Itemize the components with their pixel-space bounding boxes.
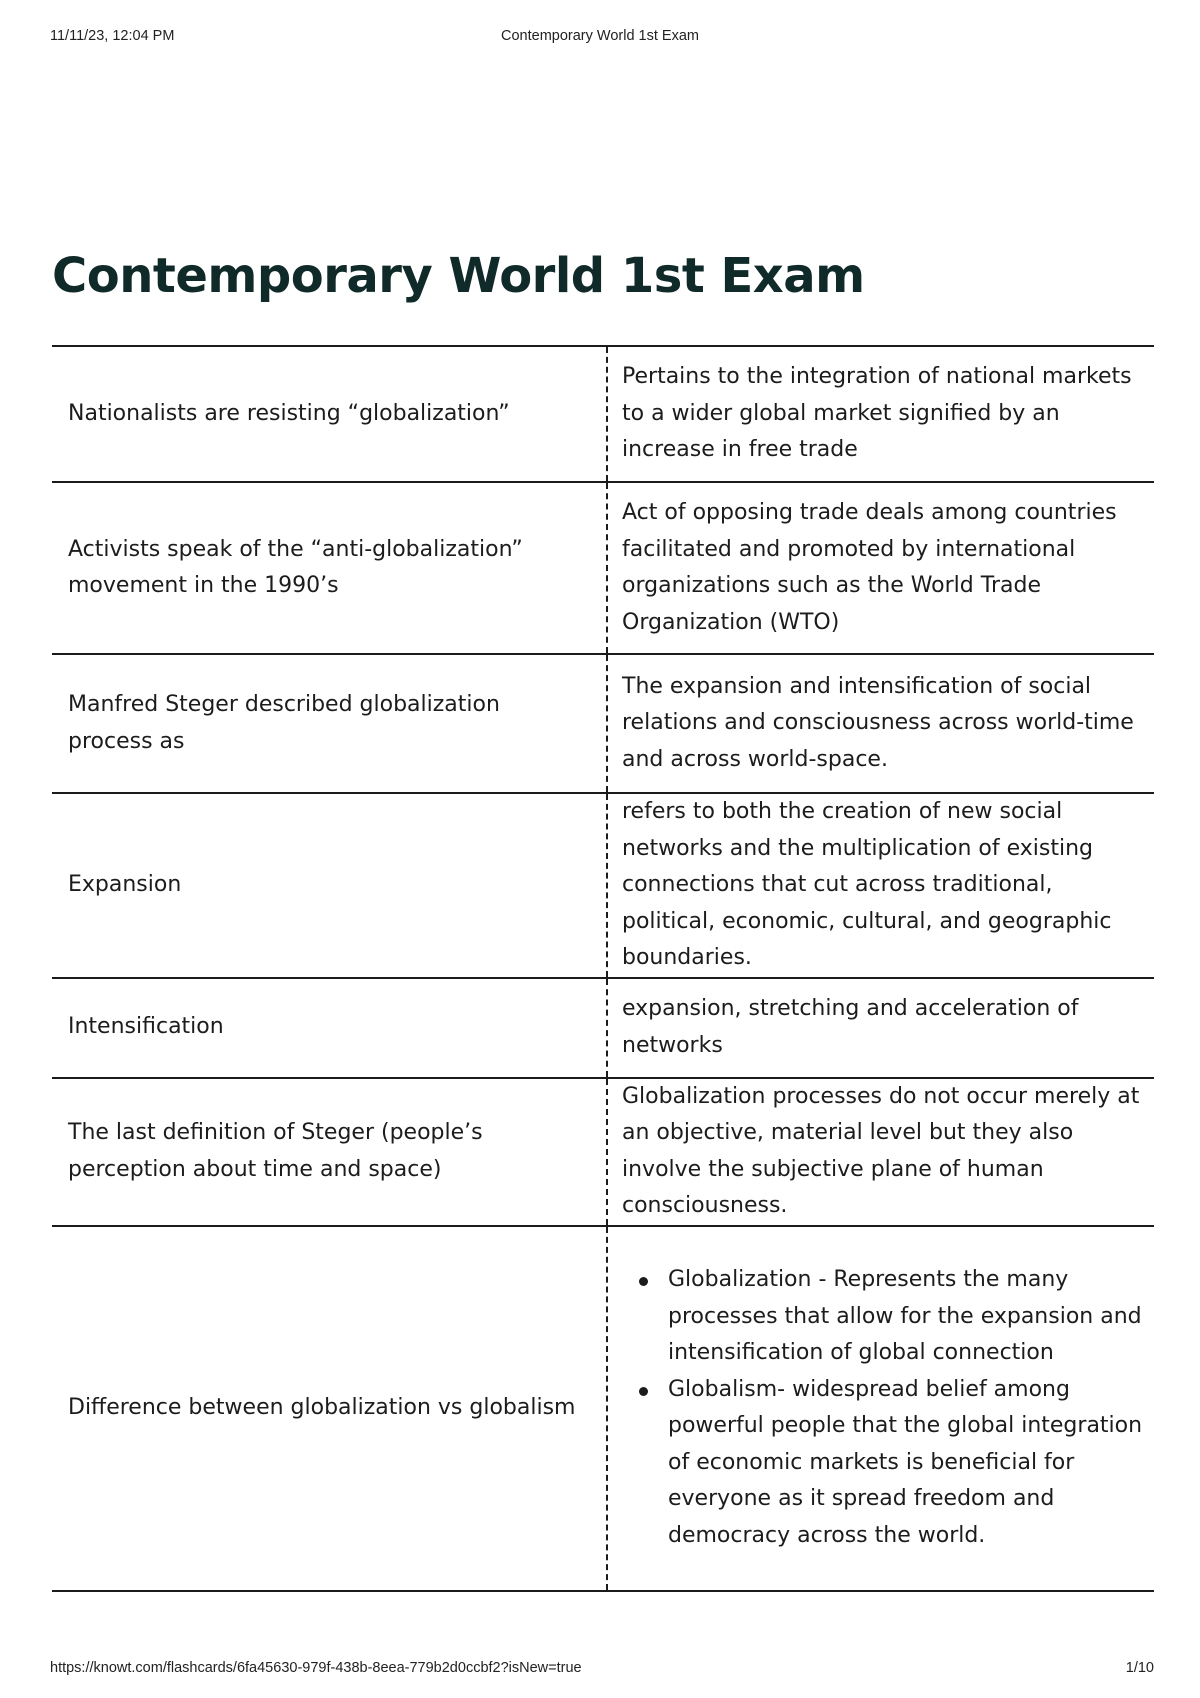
flashcard-term: The last definition of Steger (people’s perception about time and space) (52, 1078, 607, 1226)
flashcard-definition: Pertains to the integration of national markets to a wider global market signified by an increase in free trade (607, 346, 1154, 482)
flashcard-term: Difference between globalization vs globalism (52, 1226, 607, 1591)
bullet-dot-icon (639, 1277, 648, 1286)
flashcard-definition: Globalization processes do not occur merely at an objective, material level but they also involve the subjective plane of human consciousness. (607, 1078, 1154, 1226)
print-header (0, 28, 1200, 48)
flashcard-definition: Act of opposing trade deals among countries facilitated and promoted by international organizations such as the World Trade Organization (WTO) (607, 482, 1154, 654)
definition-bullet (668, 1372, 1144, 1555)
definition-bullet-list (622, 1262, 1144, 1554)
flashcard-row (52, 654, 1154, 793)
flashcard-definition: refers to both the creation of new social networks and the multiplication of existing connections that cut across traditional, political, economic, cultural, and geographic boundaries. (607, 793, 1154, 978)
print-document-title: Contemporary World 1st Exam (501, 28, 699, 44)
page-title: Contemporary World 1st Exam (52, 248, 865, 304)
definition-bullet (668, 1262, 1144, 1372)
flashcard-term: Activists speak of the “anti-globalization” movement in the 1990’s (52, 482, 607, 654)
flashcard-term: Expansion (52, 793, 607, 978)
definition-bullet-text: Globalism- widespread belief among powerful people that the global integration of economic markets is beneficial for everyone as it spread freedom and democracy across the world. (668, 1376, 1143, 1548)
flashcard-row (52, 482, 1154, 654)
flashcard-row (52, 1226, 1154, 1591)
flashcard-row (52, 1078, 1154, 1226)
flashcard-term: Nationalists are resisting “globalization” (52, 346, 607, 482)
flashcard-row (52, 793, 1154, 978)
flashcard-definition (607, 1226, 1154, 1591)
print-footer (0, 1660, 1200, 1680)
flashcard-row (52, 978, 1154, 1078)
flashcard-definition: The expansion and intensification of social relations and consciousness across world-time and across world-space. (607, 654, 1154, 793)
bullet-dot-icon (639, 1387, 648, 1396)
flashcard-table (52, 345, 1154, 1592)
page-number: 1/10 (1125, 1660, 1154, 1676)
flashcard-term: Intensification (52, 978, 607, 1078)
page-url: https://knowt.com/flashcards/6fa45630-979f-438b-8eea-779b2d0ccbf2?isNew=true (50, 1660, 582, 1676)
flashcard-row (52, 346, 1154, 482)
flashcard-definition: expansion, stretching and acceleration of networks (607, 978, 1154, 1078)
definition-bullet-text: Globalization - Represents the many processes that allow for the expansion and intensification of global connection (668, 1267, 1142, 1365)
print-date: 11/11/23, 12:04 PM (50, 28, 175, 44)
flashcard-term: Manfred Steger described globalization process as (52, 654, 607, 793)
